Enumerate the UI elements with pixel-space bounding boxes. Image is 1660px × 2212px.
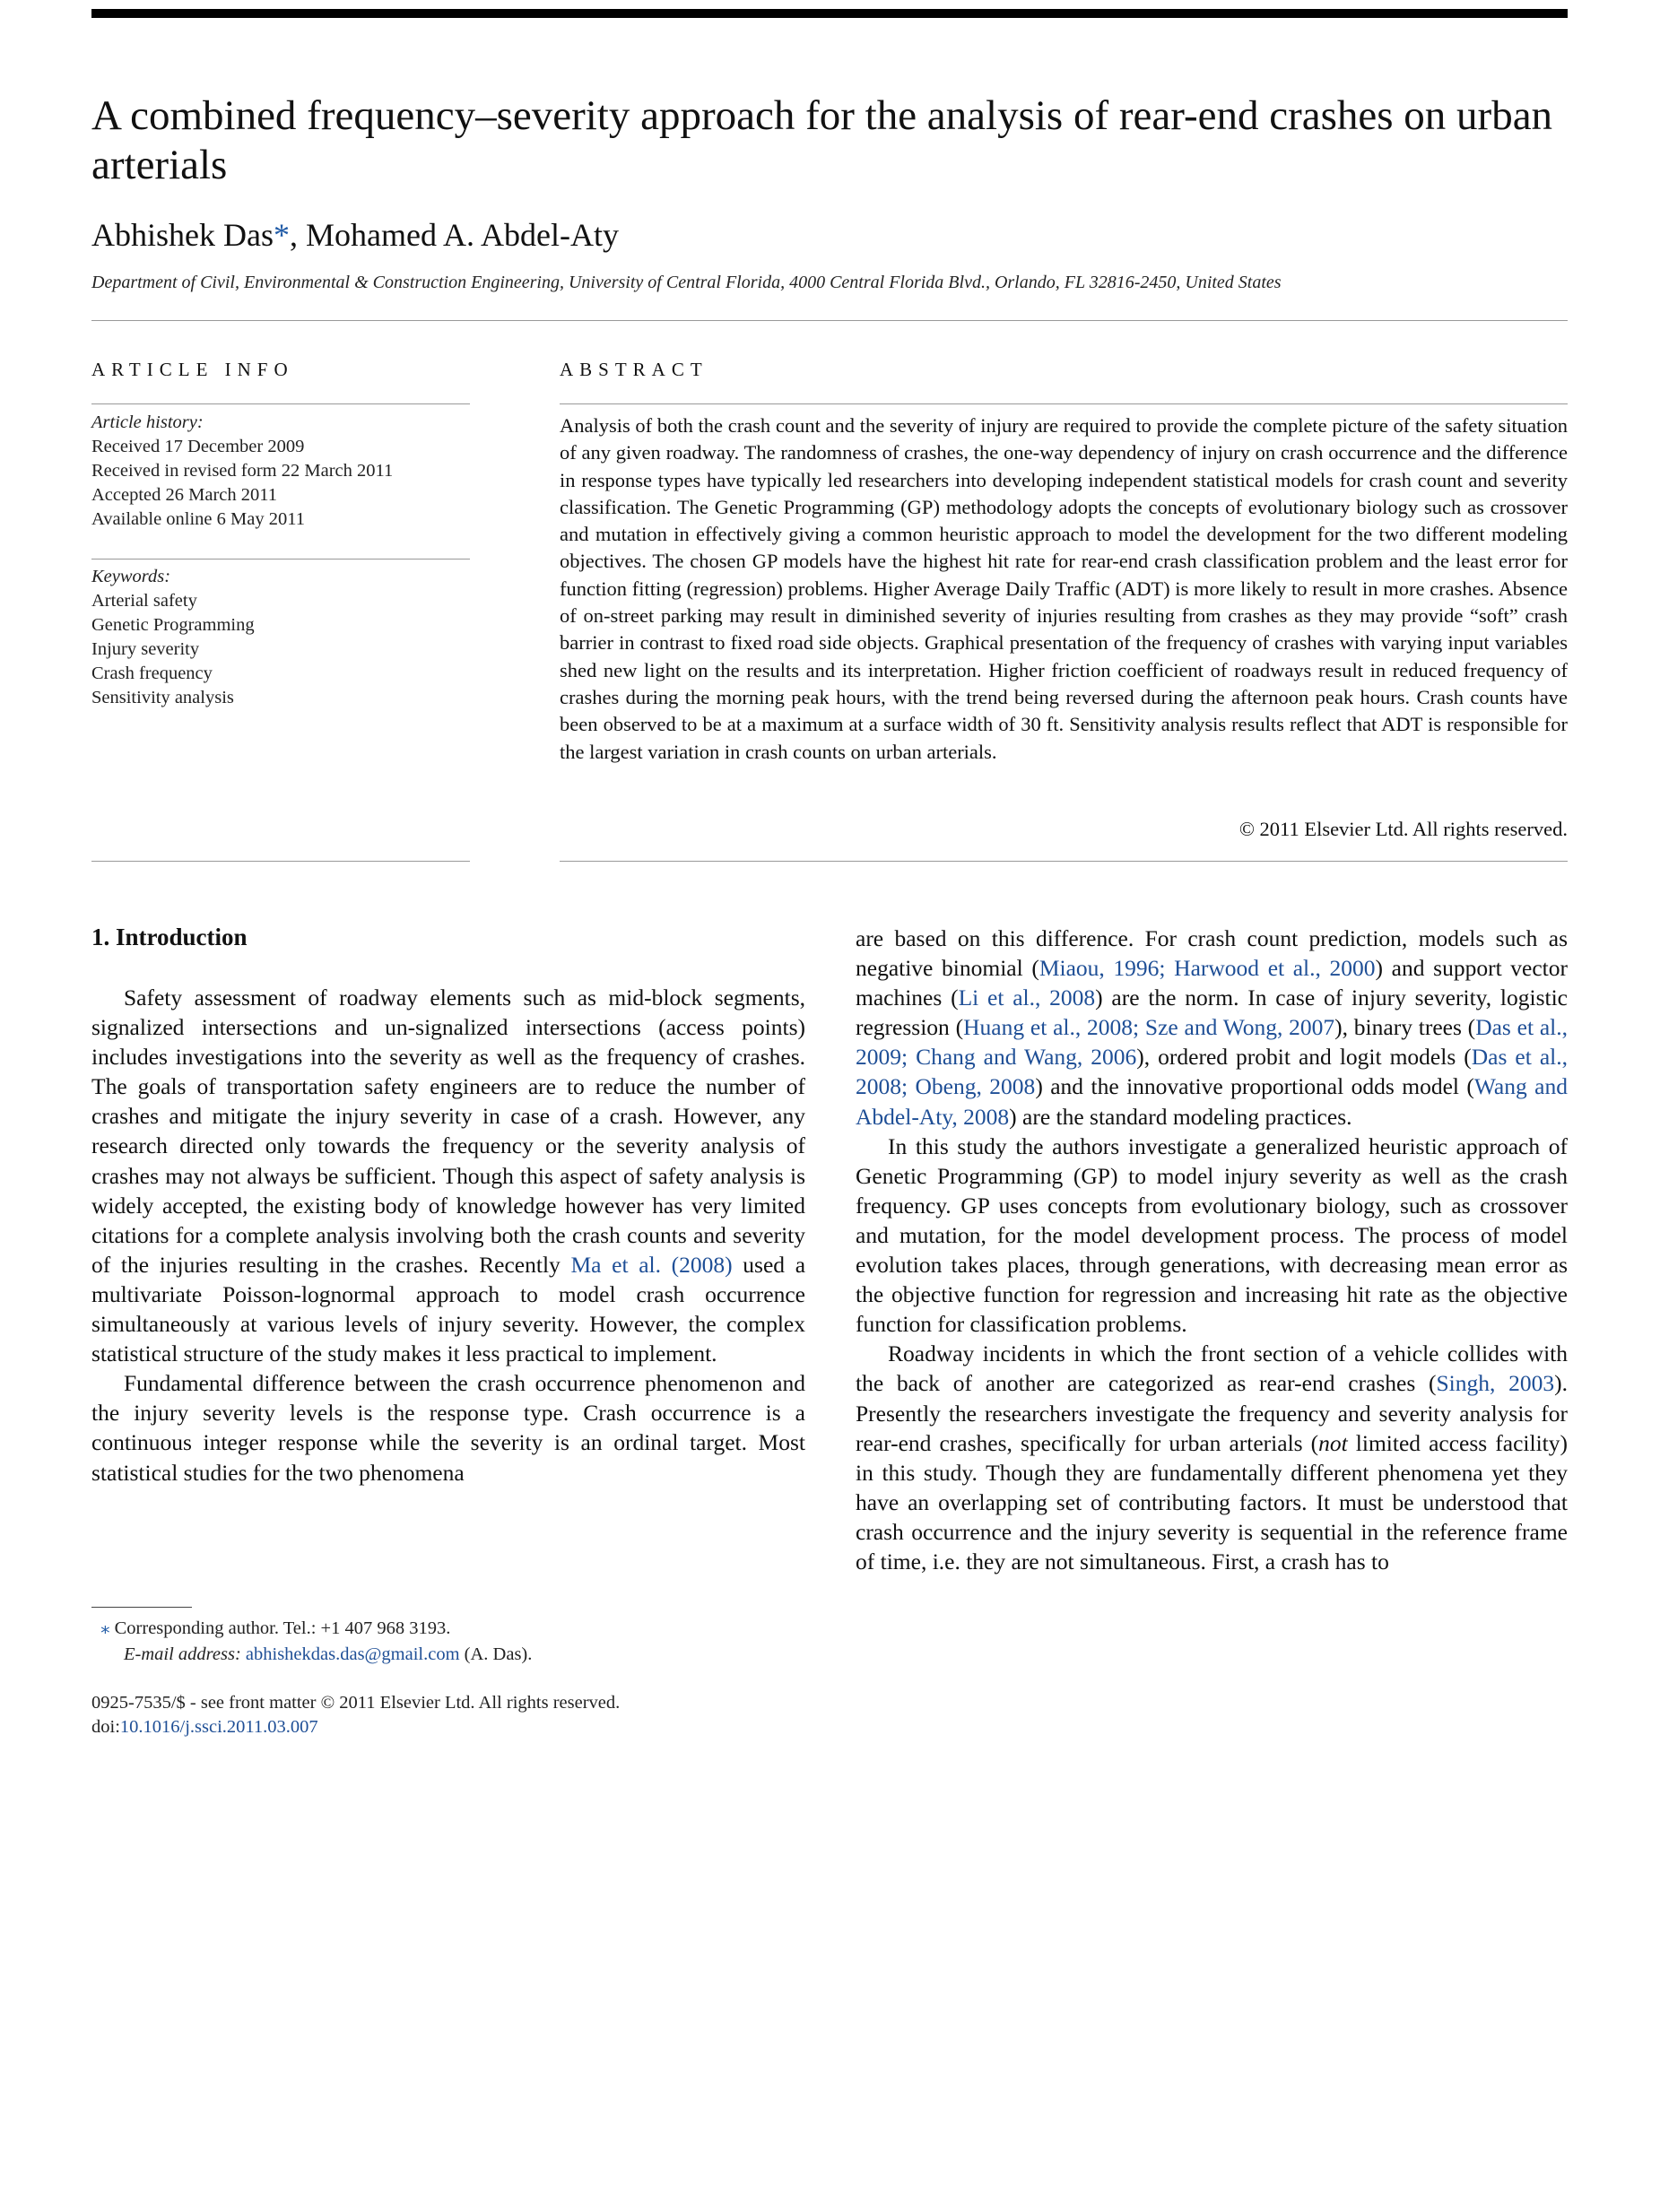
citation-link[interactable]: Wang and Abdel-Aty, 2008 [856,1073,1568,1130]
history-revised: Received in revised form 22 March 2011 [91,461,394,481]
citation-link[interactable]: Huang et al., 2008; Sze and Wong, 2007 [963,1014,1335,1041]
keyword-item: Crash frequency [91,664,213,683]
doi-link[interactable]: 10.1016/j.ssci.2011.03.007 [119,1717,318,1737]
intro-left-column [91,983,805,1488]
info-bottom-divider [91,861,470,862]
text-run: limited access facility) in this study. Though they are fundamentally different phenomena yet they have an overlapping set of contributing factors. It must be understood that crash occurrence and the injury severity is sequential in the reference frame of time, i.e. they are not simultaneous. First, a crash has to [856,1429,1568,1574]
section-heading-introduction: 1. Introduction [91,924,248,950]
corresponding-author-mark[interactable]: * [273,217,290,253]
keyword-item: Arterial safety [91,591,197,611]
email-line [91,1642,719,1668]
emphasis-text: not [1318,1429,1348,1456]
author-second: , Mohamed A. Abdel-Aty [289,217,619,253]
front-matter [91,1691,809,1739]
article-info-heading: ARTICLE INFO [91,359,294,380]
intro-paragraph [856,1339,1568,1576]
text-run: ) are the norm. In case of injury severity, logistic regression ( [856,985,1568,1041]
doi-label: doi: [91,1717,120,1737]
citation-link[interactable]: Miaou, 1996; Harwood et al., 2000 [1039,955,1376,982]
footnote-divider [91,1607,192,1608]
text-run: used a multivariate Poisson-lognormal approach to model crash occurrence simultaneously at various levels of injury severity. However, the complex statistical structure of the study makes it less practical to implement. [91,1251,806,1367]
footnote-star: ⁎ [100,1618,110,1638]
abstract-divider [560,403,1568,404]
citation-link[interactable]: Das et al., 2008; Obeng, 2008 [856,1044,1568,1100]
keyword-item: Injury severity [91,639,200,659]
affiliation: Department of Civil, Environmental & Construction Engineering, University of Central Florida, 4000 Central Florida Blvd., Orlando, FL 32816-2450, United States [91,273,1282,292]
keyword-item: Genetic Programming [91,615,255,635]
intro-paragraph: Fundamental difference between the crash occurrence phenomenon and the injury severity levels is the response type. Crash occurrence is a continuous integer response while the severity is an ordinal target. Most statistical studies for the two phenomena [91,1370,805,1486]
text-run: Roadway incidents in which the front section of a vehicle collides with the back of another are categorized as rear-end crashes ( [856,1340,1568,1397]
author-line [91,215,619,255]
article-info-divider [91,403,470,404]
intro-right-column [856,924,1568,1576]
text-run: ) are the standard modeling practices. [1009,1103,1352,1130]
footnote [91,1616,719,1668]
intro-paragraph [856,924,1568,1132]
intro-paragraph: In this study the authors investigate a generalized heuristic approach of Genetic Programming (GP) to model injury severity as well as the crash frequency. GP uses concepts from evolutionary biology, such as crossover and mutation, for the model development process. The process of model evolution takes places, through generations, with decreasing mean error as the objective function for regression and increasing hit rate as the objective function for classification problems. [856,1132,1568,1338]
citation-link[interactable]: Li et al., 2008 [958,985,1096,1011]
top-rule [91,9,1568,18]
citation-link[interactable]: Ma et al. (2008) [570,1251,733,1278]
keywords [91,565,468,710]
abstract-heading: ABSTRACT [560,359,708,380]
text-run: ), ordered probit and logit models ( [1136,1044,1472,1071]
abstract-text: Analysis of both the crash count and the severity of injury are required to provide the complete picture of the safety situation of any given roadway. The randomness of crashes, the one-way dependency of injury on crash occurrence and the difference in response types have typically led researchers into developing independent statistical models for crash count and severity classification. The Genetic Programming (GP) methodology adopts the concepts of evolutionary biology such as crossover and mutation in effectively giving a common heuristic approach to model the development for the two different modeling objectives. The chosen GP models have the highest hit rate for rear-end crash classification problem and the least error for function fitting (regression) problems. Higher Average Daily Traffic (ADT) is more likely to result in more crashes. Absence of on-street parking may result in diminished severity of injuries resulting from crashes as they may provide “soft” crash barrier in contrast to fixed road side objects. Graphical presentation of the frequency of crashes with varying input variables shed new light on the results and its interpretation. Higher friction coefficient of roadways result in reduced frequency of crashes during the morning peak hours, with the trend being reversed during the afternoon peak hours. Crash counts have been observed to be at a maximum at a surface width of 30 ft. Sensitivity analysis results reflect that ADT is responsible for the largest variation in crash counts on urban arterials. [560,414,1568,763]
citation-link[interactable]: Das et al., 2009; Chang and Wang, 2006 [856,1014,1568,1071]
text-run: ), binary trees ( [1334,1014,1476,1041]
text-run: ) and support vector machines ( [856,955,1569,1011]
text-run: ). Presently the researchers investigate the frequency and severity analysis for rear-end crashes, specifically for urban arterials ( [856,1370,1568,1456]
history-online: Available online 6 May 2011 [91,509,305,529]
paper-title: A combined frequency–severity approach for the analysis of rear-end crashes on urban arterials [91,92,1553,188]
text-run: Safety assessment of roadway elements such as mid-block segments, signalized intersections and un-signalized intersections (access points) includes investigations into the severity as well as the frequency of crashes. The goals of transportation safety engineers are to reduce the number of crashes and mitigate the injury severity in case of a crash. However, any research directed only towards the frequency or the severity analysis of crashes may not always be sufficient. Though this aspect of safety analysis is widely accepted, the existing body of knowledge however has very limited citations for a complete analysis involving both the crash counts and severity of the injuries resulting in the crashes. Recently [91,985,805,1278]
abstract-bottom-divider [560,861,1568,862]
email-label: E-mail address: [124,1644,246,1664]
article-history [91,411,468,532]
keywords-divider [91,559,470,560]
article-history-label: Article history: [91,412,204,432]
issn-line: 0925-7535/$ - see front matter © 2011 Elsevier Ltd. All rights reserved. [91,1693,621,1713]
citation-link[interactable]: Singh, 2003 [1436,1370,1555,1397]
history-received: Received 17 December 2009 [91,437,305,456]
header-divider [91,320,1568,321]
keywords-label: Keywords: [91,567,171,586]
corresponding-author-note [91,1616,719,1642]
author-first: Abhishek Das [91,217,274,253]
history-accepted: Accepted 26 March 2011 [91,485,278,505]
keyword-item: Sensitivity analysis [91,688,234,707]
email-link[interactable]: abhishekdas.das@gmail.com [245,1644,460,1664]
doi-line [91,1715,809,1739]
email-suffix: (A. Das). [459,1644,533,1664]
text-run: ) and the innovative proportional odds model ( [1035,1073,1474,1100]
abstract-copyright: © 2011 Elsevier Ltd. All rights reserved. [1238,818,1568,840]
footnote-text: Corresponding author. Tel.: +1 407 968 3193. [109,1618,451,1638]
text-run: are based on this difference. For crash count prediction, models such as negative binomial ( [856,925,1568,982]
intro-paragraph [91,983,805,1368]
